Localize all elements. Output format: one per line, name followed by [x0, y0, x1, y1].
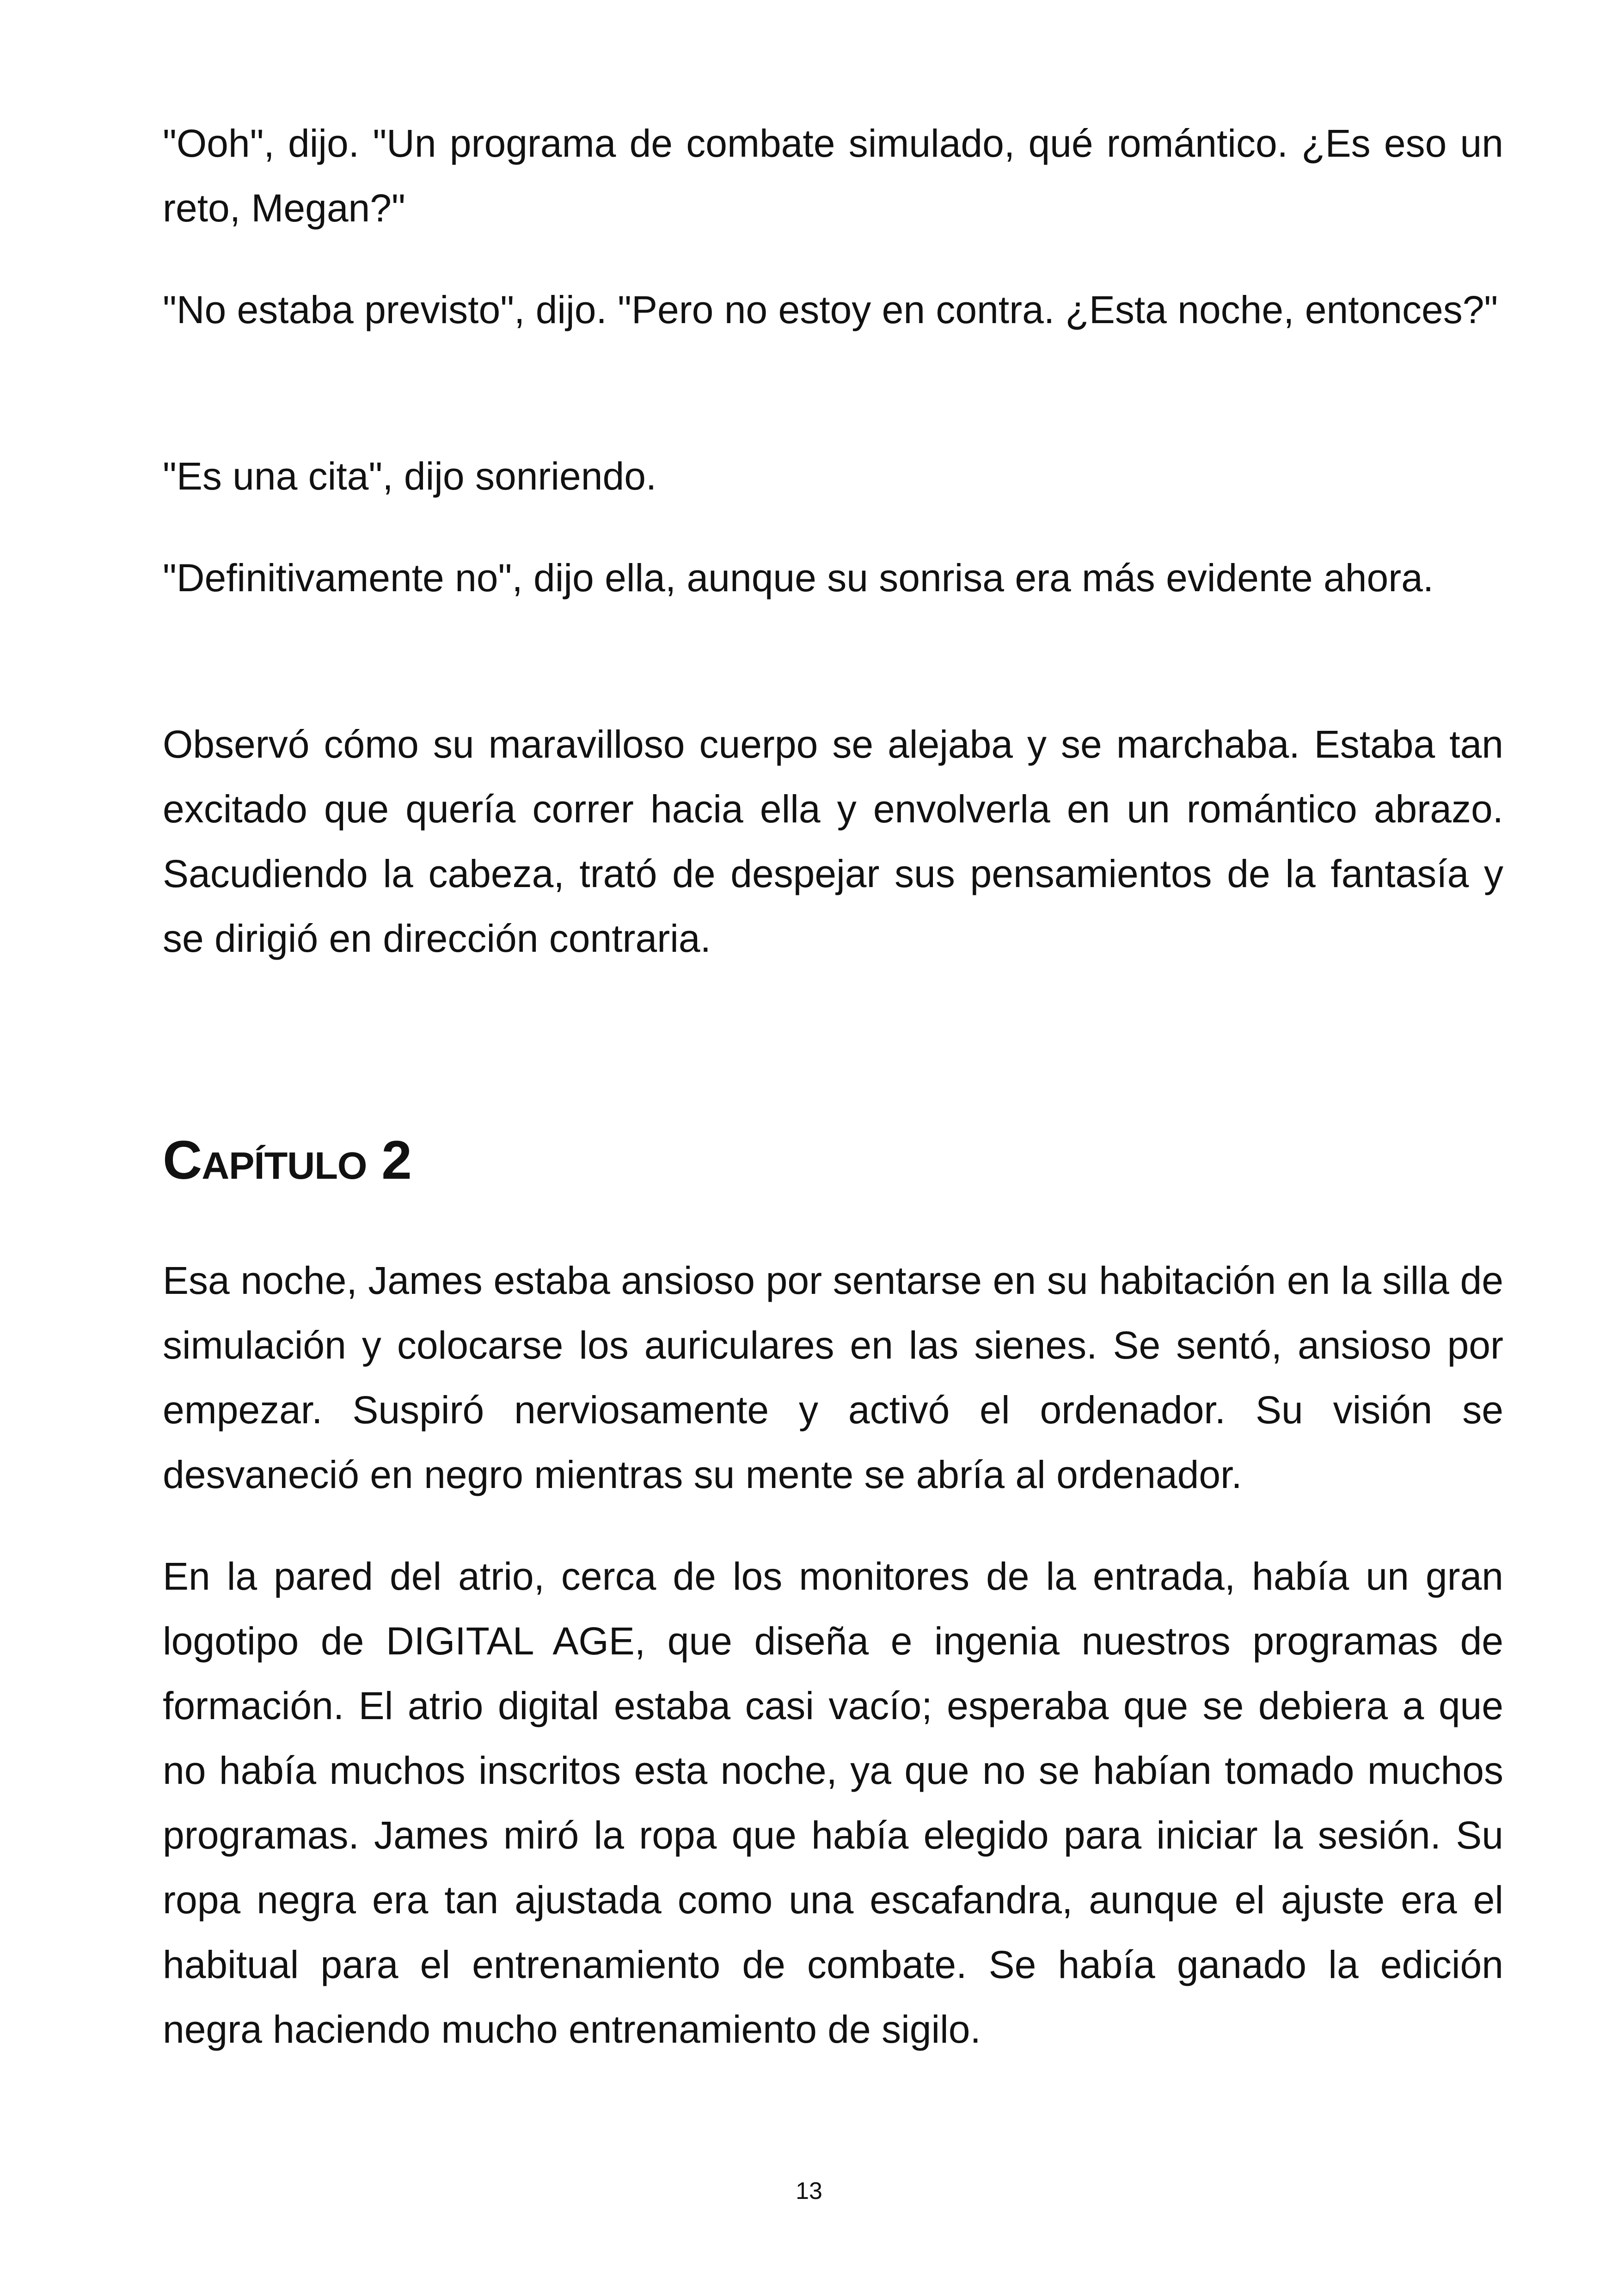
- paragraph-chapter-2-2: En la pared del atrio, cerca de los monitores de la entrada, había un gran logotipo de DIGITAL AGE, que diseña e ingenia nuestros programas de formación. El atrio digital estaba casi vacío; esperaba que se debiera a que no había muchos inscritos esta noche, ya que no se habían tomado muchos programas. James miró la ropa que había elegido para iniciar la sesión. Su ropa negra era tan ajustada como una escafandra, aunque el ajuste era el habitual para el entrenamiento de combate. Se había ganado la edición negra haciendo mucho entrenamiento de sigilo.: [163, 1555, 1503, 2051]
- paragraph-dialogue-2: "No estaba previsto", dijo. "Pero no estoy en contra. ¿Esta noche, entonces?": [163, 288, 1498, 331]
- chapter-heading: Capítulo 2: [163, 1130, 411, 1191]
- paragraph-chapter-2-1: Esa noche, James estaba ansioso por sentarse en su habitación en la silla de simulación y colocarse los auriculares en las sienes. Se sentó, ansioso por empezar. Suspiró nerviosamente y activó el ordenador. Su visión se desvaneció en negro mientras su mente se abría al ordenador.: [163, 1259, 1503, 1496]
- paragraph-dialogue-1: "Ooh", dijo. "Un programa de combate simulado, qué romántico. ¿Es eso un reto, Megan?": [163, 122, 1503, 230]
- page-number: 13: [796, 2178, 822, 2204]
- paragraph-narration-1: Observó cómo su maravilloso cuerpo se alejaba y se marchaba. Estaba tan excitado que quería correr hacia ella y envolverla en un romántico abrazo. Sacudiendo la cabeza, trató de despejar sus pensamientos de la fantasía y se dirigió en dirección contraria.: [163, 722, 1503, 960]
- paragraph-dialogue-3: "Es una cita", dijo sonriendo.: [163, 454, 657, 498]
- paragraph-dialogue-4: "Definitivamente no", dijo ella, aunque su sonrisa era más evidente ahora.: [163, 556, 1434, 600]
